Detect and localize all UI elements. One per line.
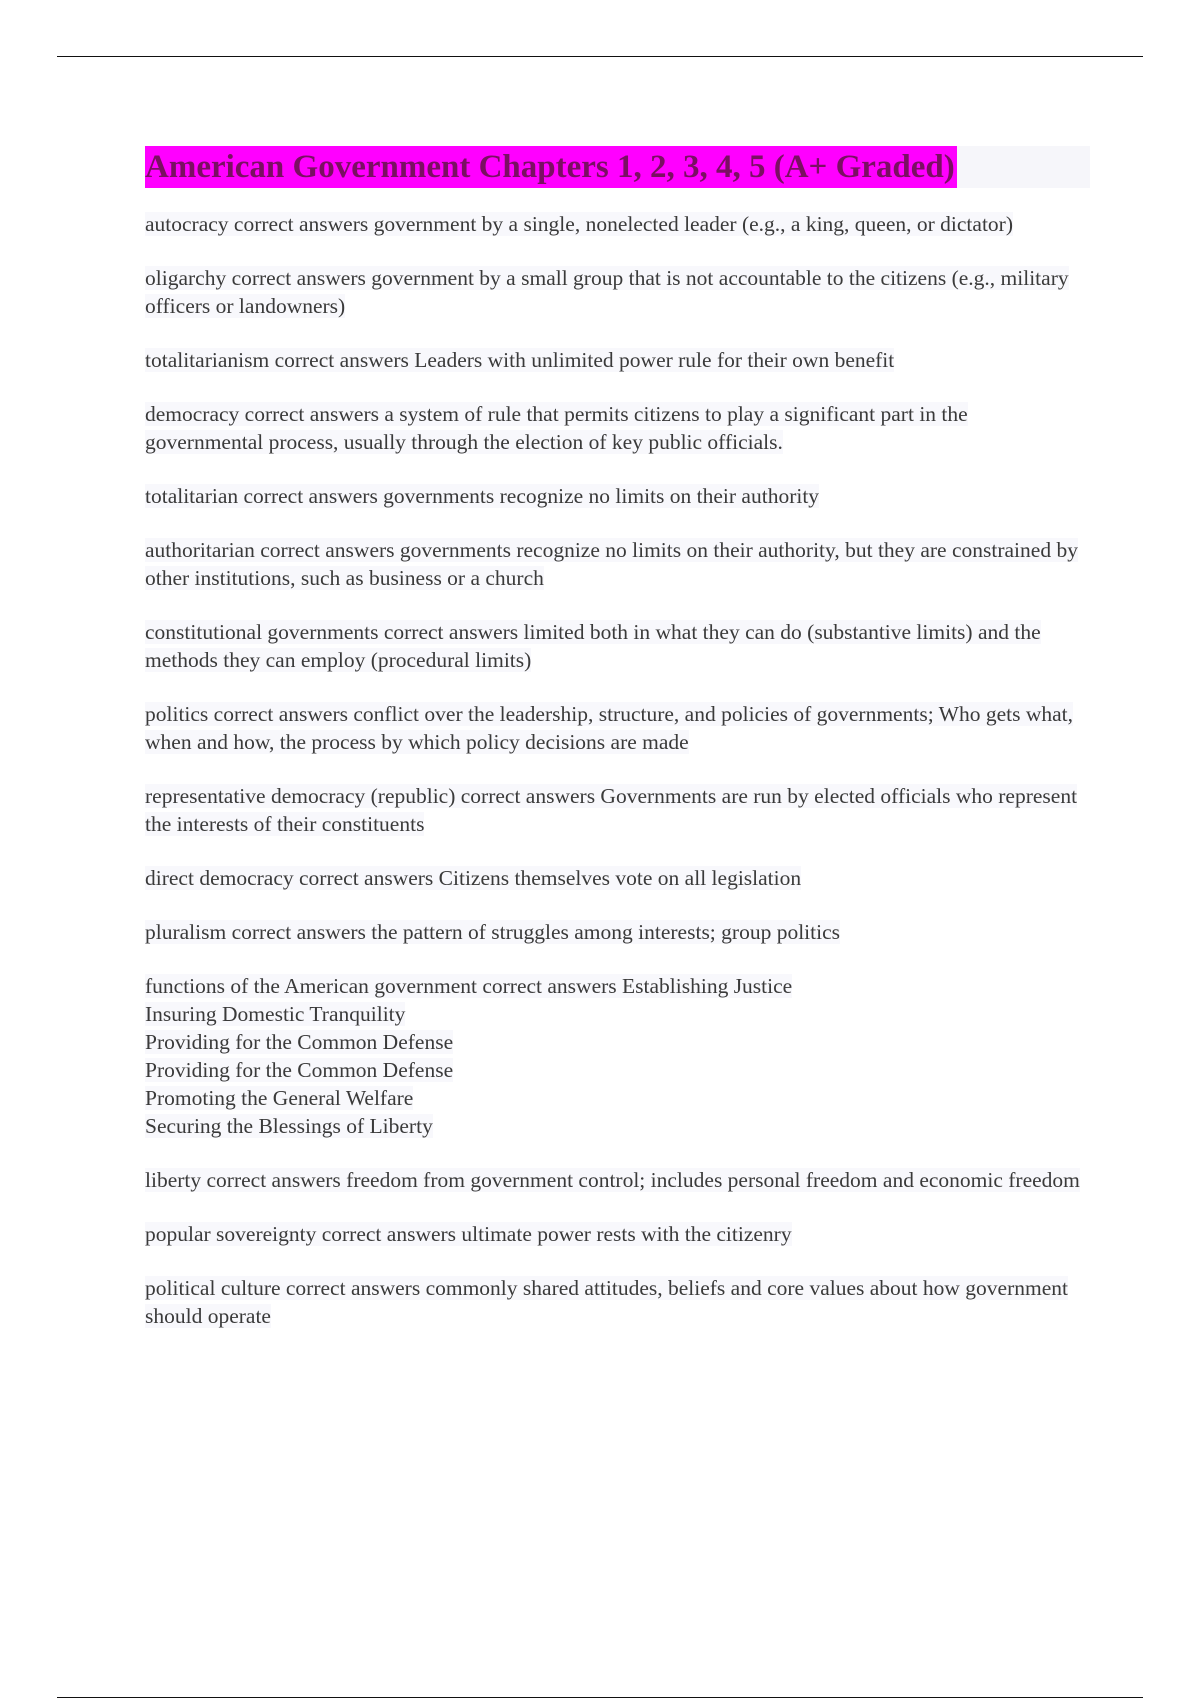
document-body (145, 146, 1090, 1356)
entry-liberty (145, 1166, 1090, 1194)
functions-line-text: Insuring Domestic Tranquility (145, 1002, 406, 1026)
functions-line (145, 1084, 1090, 1112)
entry-functions-of-government (145, 972, 1090, 1140)
entry-autocracy (145, 210, 1090, 238)
functions-line-text: Promoting the General Welfare (145, 1086, 414, 1110)
entry-text: autocracy correct answers government by a single, nonelected leader (e.g., a king, queen, or dictator) (145, 212, 1013, 236)
entry-direct-democracy (145, 864, 1090, 892)
bottom-rule (57, 1697, 1143, 1698)
entry-totalitarian (145, 482, 1090, 510)
entry-text: totalitarian correct answers governments recognize no limits on their authority (145, 484, 820, 508)
entry-text: pluralism correct answers the pattern of struggles among interests; group politics (145, 920, 840, 944)
functions-line (145, 1112, 1090, 1140)
functions-line (145, 972, 1090, 1000)
functions-line (145, 1056, 1090, 1084)
entry-popular-sovereignty (145, 1220, 1090, 1248)
entry-politics (145, 700, 1090, 756)
functions-line-text: functions of the American government correct answers Establishing Justice (145, 974, 793, 998)
entry-text: constitutional governments correct answers limited both in what they can do (substantive limits) and the methods they can employ (procedural limits) (145, 620, 1041, 672)
entry-text: direct democracy correct answers Citizens themselves vote on all legislation (145, 866, 802, 890)
document-title: American Government Chapters 1, 2, 3, 4, 5 (A+ Graded) (145, 146, 957, 188)
entry-democracy (145, 400, 1090, 456)
entry-text: oligarchy correct answers government by a small group that is not accountable to the citizens (e.g., military officers or landowners) (145, 266, 1069, 318)
entry-totalitarianism (145, 346, 1090, 374)
title-row (145, 146, 1090, 188)
functions-line (145, 1028, 1090, 1056)
entry-pluralism (145, 918, 1090, 946)
entry-political-culture (145, 1274, 1090, 1330)
entry-text: liberty correct answers freedom from government control; includes personal freedom and economic freedom (145, 1168, 1080, 1192)
entry-oligarchy (145, 264, 1090, 320)
functions-line-text: Securing the Blessings of Liberty (145, 1114, 433, 1138)
entry-text: popular sovereignty correct answers ultimate power rests with the citizenry (145, 1222, 792, 1246)
entry-authoritarian (145, 536, 1090, 592)
functions-line (145, 1000, 1090, 1028)
entry-text: democracy correct answers a system of rule that permits citizens to play a significant part in the governmental process, usually through the election of key public officials. (145, 402, 968, 454)
entry-text: authoritarian correct answers governments recognize no limits on their authority, but they are constrained by other institutions, such as business or a church (145, 538, 1078, 590)
entry-text: political culture correct answers commonly shared attitudes, beliefs and core values about how government should operate (145, 1276, 1068, 1328)
entry-text: politics correct answers conflict over the leadership, structure, and policies of governments; Who gets what, when and how, the process by which policy decisions are made (145, 702, 1073, 754)
entry-text: totalitarianism correct answers Leaders with unlimited power rule for their own benefit (145, 348, 895, 372)
top-rule (57, 56, 1143, 57)
entry-representative-democracy (145, 782, 1090, 838)
entry-constitutional-governments (145, 618, 1090, 674)
functions-line-text: Providing for the Common Defense (145, 1058, 454, 1082)
entry-text: representative democracy (republic) correct answers Governments are run by elected officials who represent the interests of their constituents (145, 784, 1078, 836)
functions-line-text: Providing for the Common Defense (145, 1030, 454, 1054)
